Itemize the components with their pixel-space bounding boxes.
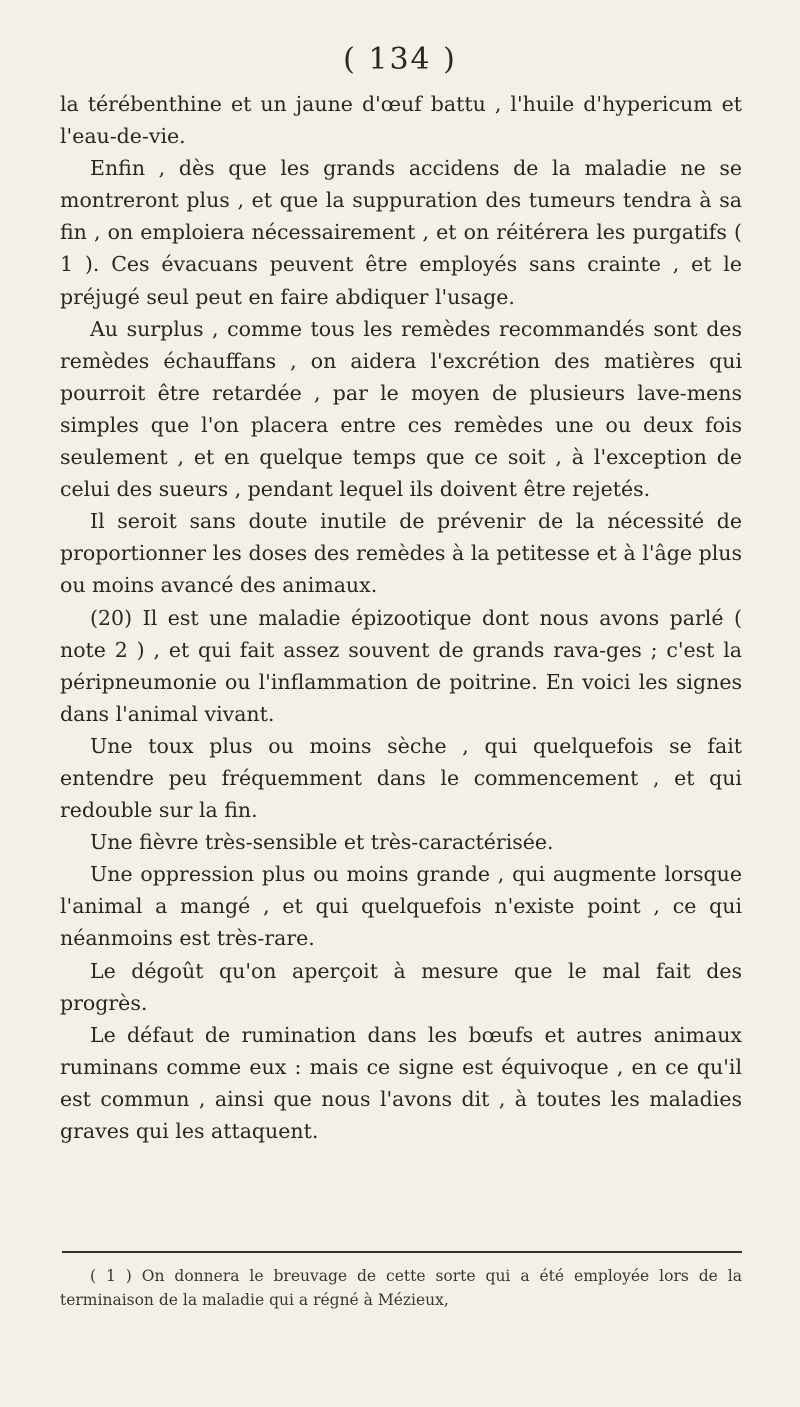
footnote-divider: [62, 1251, 742, 1253]
page-number: ( 134 ): [343, 42, 457, 77]
footnote: ( 1 ) On donnera le breuvage de cette sorte qui a été employée lors de la terminaison de la maladie qui a régné à Mézieux,: [60, 1267, 742, 1309]
paragraph-5: (20) Il est une maladie épizootique dont nous avons parlé ( note 2 ) , et qui fait assez souvent de grands rava-ges ; c'est la péripneumonie ou l'inflammation de poitrine. En voici les signes dans l'animal vivant.: [60, 605, 742, 726]
paragraph-4: Il seroit sans doute inutile de prévenir de la nécessité de proportionner les doses des remèdes à la petitesse et à l'âge plus ou moins avancé des animaux.: [60, 509, 742, 598]
body-text: [60, 88, 742, 1147]
paragraph-3: Au surplus , comme tous les remèdes recommandés sont des remèdes échauffans , on aidera l'excrétion des matières qui pourroit être retardée , par le moyen de plusieurs lave-mens simples que l'on placera entre ces remèdes une ou deux fois seulement , et en quelque temps que ce soit , à l'exception de celui des sueurs , pendant lequel ils doivent être rejetés.: [60, 316, 742, 502]
paragraph-6: Une toux plus ou moins sèche , qui quelquefois se fait entendre peu fréquemment dans le commencement , et qui redouble sur la fin.: [60, 733, 742, 823]
paragraph-1: la térébenthine et un jaune d'œuf battu , l'huile d'hypericum et l'eau-de-vie.: [60, 92, 742, 149]
paragraph-7: Une fièvre très-sensible et très-caractérisée.: [90, 830, 554, 855]
paragraph-10: Le défaut de rumination dans les bœufs et autres animaux ruminans comme eux : mais ce signe est équivoque , en ce qu'il est commun , ainsi que nous l'avons dit , à toutes les maladies graves qui les attaquent.: [60, 1022, 742, 1143]
paragraph-8: Une oppression plus ou moins grande , qui augmente lorsque l'animal a mangé , et qui quelquefois n'existe point , ce qui néanmoins est très-rare.: [60, 862, 742, 951]
paragraph-2: Enfin , dès que les grands accidens de la maladie ne se montreront plus , et que la suppuration des tumeurs tendra à sa fin , on emploiera nécessairement , et on réitérera les purgatifs ( 1 ). Ces évacuans peuvent être employés sans crainte , et le préjugé seul peut en faire abdiquer l'usage.: [60, 156, 742, 309]
paragraph-9: Le dégoût qu'on aperçoit à mesure que le mal fait des progrès.: [60, 958, 742, 1015]
